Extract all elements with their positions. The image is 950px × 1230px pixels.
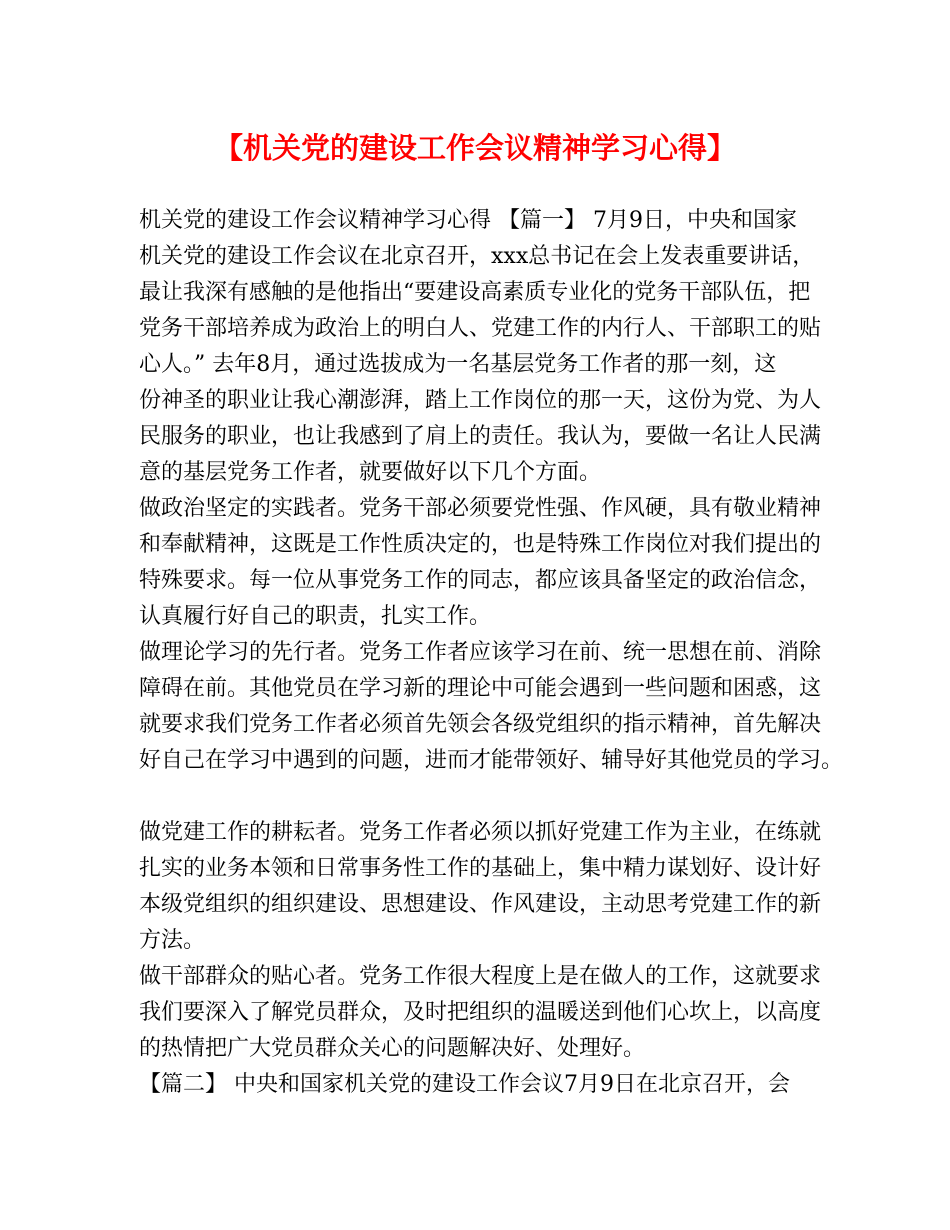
text-line: 和奉献精神，这既是工作性质决定的，也是特殊工作岗位对我们提出的	[139, 532, 822, 557]
text-line: 机关党的建设工作会议精神学习心得 【篇一】 7月9日，中央和国家	[139, 208, 797, 233]
text-line: 我们要深入了解党员群众，及时把组织的温暖送到他们心坎上，以高度	[139, 1000, 822, 1025]
text-line: 最让我深有感触的是他指出“要建设高素质专业化的党务干部队伍，把	[139, 280, 811, 305]
text-line: 【篇二】 中央和国家机关党的建设工作会议7月9日在北京召开，会	[139, 1072, 790, 1097]
blank-line	[139, 779, 829, 815]
text-line: 方法。	[139, 928, 206, 953]
text-line: 做政治坚定的实践者。党务干部必须要党性强、作风硬，具有敬业精神	[139, 496, 822, 521]
text-line: 本级党组织的组织建设、思想建设、作风建设，主动思考党建工作的新	[139, 892, 822, 917]
text-line: 扎实的业务本领和日常事务性工作的基础上，集中精力谋划好、设计好	[139, 856, 822, 881]
text-line: 份神圣的职业让我心潮澎湃，踏上工作岗位的那一天，这份为党、为人	[139, 388, 822, 413]
text-line: 特殊要求。每一位从事党务工作的同志，都应该具备坚定的政治信念，	[139, 568, 822, 593]
text-line: 认真履行好自己的职责，扎实工作。	[139, 604, 492, 629]
text-line: 做干部群众的贴心者。党务工作很大程度上是在做人的工作，这就要求	[139, 964, 822, 989]
document-title: 【机关党的建设工作会议精神学习心得】	[213, 131, 736, 165]
text-line: 意的基层党务工作者，就要做好以下几个方面。	[139, 460, 602, 485]
text-line: 民服务的职业，也让我感到了肩上的责任。我认为，要做一名让人民满	[139, 424, 822, 449]
text-line: 做党建工作的耕耘者。党务工作者必须以抓好党建工作为主业，在练就	[139, 820, 822, 845]
text-line: 障碍在前。其他党员在学习新的理论中可能会遇到一些问题和困惑，这	[139, 676, 822, 701]
text-line: 心人。” 去年8月，通过选拔成为一名基层党务工作者的那一刻，这	[139, 352, 777, 377]
text-line: 的热情把广大党员群众关心的问题解决好、处理好。	[139, 1036, 646, 1061]
text-line: 就要求我们党务工作者必须首先领会各级党组织的指示精神，首先解决	[139, 712, 822, 737]
text-line: 机关党的建设工作会议在北京召开，xxx总书记在会上发表重要讲话，	[139, 244, 815, 269]
document-body	[139, 203, 844, 1103]
text-line: 做理论学习的先行者。党务工作者应该学习在前、统一思想在前、消除	[139, 640, 822, 665]
text-line: 党务干部培养成为政治上的明白人、党建工作的内行人、干部职工的贴	[139, 316, 822, 341]
text-line: 好自己在学习中遇到的问题，进而才能带领好、辅导好其他党员的学习。	[139, 748, 844, 773]
